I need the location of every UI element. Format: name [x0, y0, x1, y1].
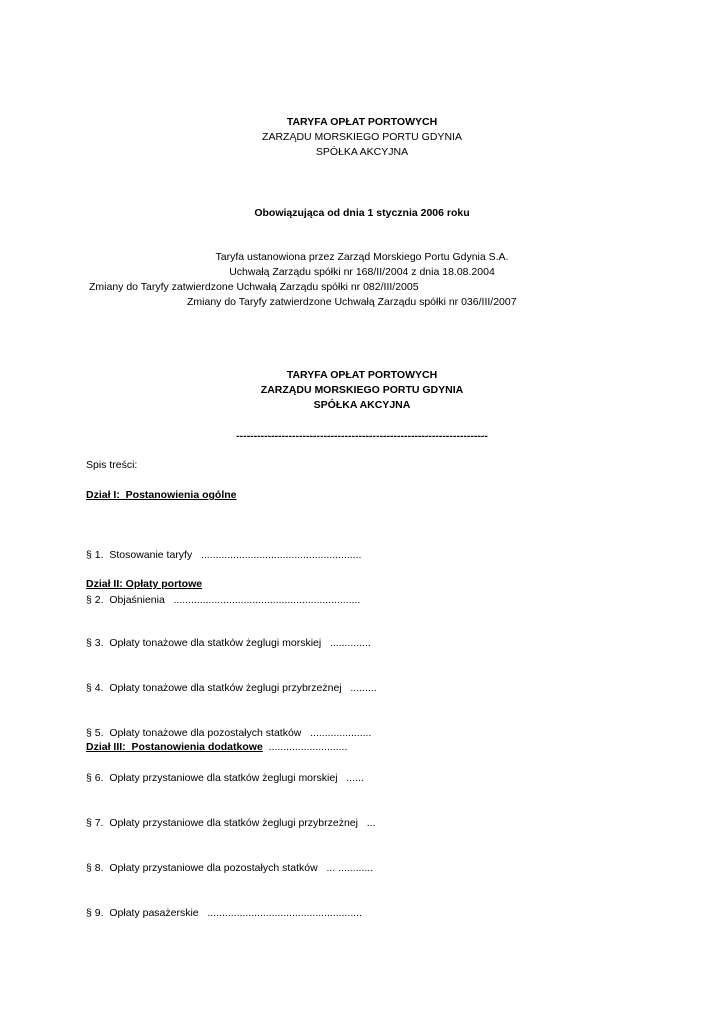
toc-section-2-list — [86, 606, 377, 936]
title-line-1: TARYFA OPŁAT PORTOWYCH — [286, 116, 438, 128]
amendment-line-2: Uchwałą Zarządu spółki nr 168/II/2004 z dnia 18.08.2004 — [229, 266, 495, 278]
title-line-3: SPÓŁKA AKCYJNA — [315, 146, 409, 158]
amendment-line-1: Taryfa ustanowiona przez Zarząd Morskiego Portu Gdynia S.A. — [215, 251, 509, 263]
separator-line: ------------------------------------------------------------------------ — [236, 430, 488, 442]
toc-section-1-title: Dział I: Postanowienia ogólne — [86, 489, 237, 501]
toc-item: § 6. Opłaty przystaniowe dla statków żeglugi morskiej ...... — [86, 772, 364, 784]
toc-item: § 4. Opłaty tonażowe dla statków żeglugi przybrzeżnej ......... — [86, 682, 377, 694]
second-title-block — [0, 368, 724, 413]
toc-item: § 5. Opłaty tonażowe dla pozostałych statków ..................... — [86, 727, 372, 739]
toc-section-3-title: Dział III: Postanowienia dodatkowe — [86, 741, 263, 753]
toc-item: § 9. Opłaty pasażerskie ..................................................... — [86, 907, 363, 919]
second-title-line-3: SPÓŁKA AKCYJNA — [313, 399, 411, 411]
title-block — [0, 115, 724, 160]
second-title-line-2: ZARZĄDU MORSKIEGO PORTU GDYNIA — [260, 384, 464, 396]
amendment-line-4: Zmiany do Taryfy zatwierdzone Uchwałą Zarządu spółki nr 036/III/2007 — [187, 296, 517, 308]
toc-heading: Spis treści: — [86, 459, 138, 471]
effective-date: Obowiązująca od dnia 1 stycznia 2006 roku — [254, 207, 470, 219]
toc-item: § 7. Opłaty przystaniowe dla statków żeglugi przybrzeżnej ... — [86, 817, 376, 829]
toc-section-3-dots: ........................... — [262, 741, 348, 753]
second-title-line-1: TARYFA OPŁAT PORTOWYCH — [286, 369, 438, 381]
toc-item: § 2. Objaśnienia ................................................................ — [86, 594, 361, 606]
title-line-2: ZARZĄDU MORSKIEGO PORTU GDYNIA — [262, 131, 462, 143]
toc-section-2-title: Dział II: Opłaty portowe — [86, 578, 203, 590]
toc-item: § 1. Stosowanie taryfy ....................................................... — [86, 549, 362, 561]
toc-item: § 3. Opłaty tonażowe dla statków żeglugi morskiej .............. — [86, 637, 371, 649]
toc-item: § 8. Opłaty przystaniowe dla pozostałych statków ... ............ — [86, 862, 374, 874]
toc-section-3 — [86, 740, 347, 755]
amendment-line-3: Zmiany do Taryfy zatwierdzone Uchwałą Zarządu spółki nr 082/III/2005 — [89, 281, 419, 293]
